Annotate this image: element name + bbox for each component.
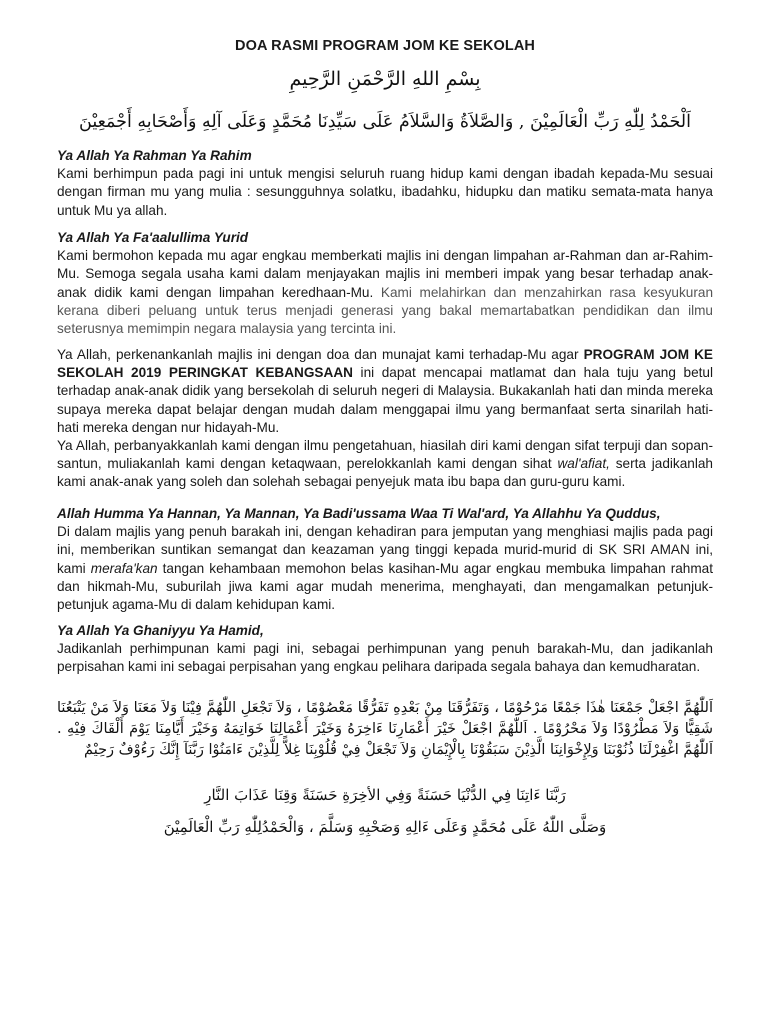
bismillah-text: بِسْمِ اللهِ الرَّحْمَنِ الرَّحِيمِ [289,68,481,90]
hamdalah-text: اَلْحَمْدُ لِلّٰهِ رَبِّ الْعَالَمِيْنَ , وَالصَّلاَةُ وَالسَّلاَمُ عَلَى سَيِّدِنَا مُحَمَّدٍ وَعَلَى آلِهِ وَأَصْحَابِهِ أَجْمَعِيْنَ [79,112,691,132]
section-rahman-rahim [57,147,713,220]
section-ghaniyyu [57,622,713,677]
section-faaalullima [57,229,713,338]
body-pre: Ya Allah, perkenankanlah majlis ini dengan doa dan munajat kami terhadap-Mu agar [57,347,584,362]
section-heading: Ya Allah Ya Fa'aalullima Yurid [57,230,249,245]
body-italic: wal'afiat, [557,456,610,472]
section-heading: Ya Allah Ya Ghaniyyu Ya Hamid, [57,623,264,638]
section-perkenankan [57,346,713,437]
rabbana-text: رَبَّنَا ءَاتِنَا فِي الدُّنْيَا حَسَنَةً وَفِي الأخِرَةِ حَسَنَةً وَقِنَا عَذَابَ النَّارِ [204,786,566,804]
section-body-text: Kami bermohon kepada mu agar engkau memberkati majlis ini dengan limpahan ar-Rahman dan ar-Rahim-Mu. Semoga segala usaha kami dalam menjayakan majlis ini memberi impak yang besar terhadap anak-anak didik kami dengan limpahan keredhaan-Mu. [57,248,713,300]
program-name: PROGRAM JOM KE SEKOLAH 2019 PERINGKAT KEBANGSAAN [57,347,713,381]
body-post: tangan kehambaan memohon belas kasihan-Mu agar engkau membuka limpahan rahmat dan hikmah-Mu, suburilah jiwa kami agar mudah menerima, menghayati, dan mengamalkan petunjuk-petunjuk agama-Mu di dalam kehidupan kami. [57,560,713,613]
section-body [57,346,713,437]
section-body: Kami berhimpun pada pagi ini untuk mengisi seluruh ruang hidup kami dengan ibadah kepada-Mu sesuai dengan firman mu yang mulia : sesungguhnya solatku, ibadahku, hidupku dan matiku semata-mata hanya untuk Mu ya allah. [57,166,713,218]
body-pre: Di dalam majlis yang penuh barakah ini, dengan kehadiran para jemputan yang menghiasi majlis pada pagi ini, memberikan suntikan semangat dan keazaman yang tinggi kepada murid-murid di SK SRI AMAN ini, kami [57,524,713,576]
section-heading: Allah Humma Ya Hannan, Ya Mannan, Ya Badi'ussama Waa Ti Wal'ard, Ya Allahhu Ya Quddus, [57,506,661,521]
section-body-grey: Kami melahirkan dan menzahirkan rasa kesyukuran kerana diberi peluang untuk terus menjadi generasi yang bakal memartabatkan pendidikan dan ilmu seterusnya memimpin negara malaysia yang tercinta ini. [57,284,713,337]
section-body: Jadikanlah perhimpunan kami pagi ini, sebagai perhimpunan yang penuh barakah-Mu, dan jadikanlah perpisahan kami ini sebagai perpisahan yang engkau pelihara daripada segala bahaya dan kemudharatan. [57,641,713,675]
document-title: DOA RASMI PROGRAM JOM KE SEKOLAH [235,38,535,54]
body-italic: merafa'kan [90,560,158,576]
section-body [57,247,713,338]
section-ilmu [57,437,713,492]
body-post: serta jadikanlah kami anak-anak yang soleh dan solehah sebagai penyejuk mata ibu bapa dan guru-guru kami. [57,456,713,490]
body-post: ini dapat mencapai matlamat dan hala tuju yang betul terhadap anak-anak didik yang bersekolah di seluruh negeri di Malaysia. Bukakanlah hati dan minda mereka supaya mereka dapat belajar dengan mudah dalam menggapai ilmu yang bermanfaat serta sinarilah hati-hati mereka dengan nur hidayah-Mu. [57,365,713,435]
arabic-doa: اَللّٰهُمَّ اجْعَلْ جَمْعَنَا هٰذَا جَمْعًا مَرْحُوْمًا ، وَتَفَرُّقَنَا مِنْ بَعْدِهِ تَفَرُّقًا مَعْصُوْمًا ، وَلاَ تَجْعَلِ اللّٰهُمَّ فِيْنَا وَلاَ مَعَنَا وَلاَ مَنْ يَتْبَعُنَا شَقِيًّا وَلاَ مَطْرُوْدًا وَلاَ مَحْرُوْمًا . اَللّٰهُمَّ اجْعَلْ خَيْرَ أَعْمَارِنَا ءَاخِرَهُ وَخَيْرَ أَعْمَالِنَا خَوَاتِمَهُ وَخَيْرَ أَيَّامِنَا يَوْمَ أَلْقَاكَ فِيْهِ . اَللّٰهُمَّ اغْفِرْلَنَا ذُنُوْبَنَا وَلِإِخْوَانِنَا الَّذِيْنَ سَبَقُوْنَا بِالْإِيْمَانِ وَلاَ تَجْعَلْ فِيْ قُلُوْبِنَا غِلاًّ لِلَّذِيْنَ ءَامَنُوْا رَبَّنَآ إِنَّكَ رَءُوْفٌ رَحِيْمٌ [57,700,713,758]
section-heading: Ya Allah Ya Rahman Ya Rahim [57,148,252,163]
body-pre: Ya Allah, perbanyakkanlah kami dengan ilmu pengetahuan, hiasilah diri kami dengan sifat terpuji dan sopan-santun, muliakanlah kami dengan ketaqwaan, perelokkanlah kami dengan sihat [57,438,713,472]
section-body [57,523,713,614]
salawat-text: وَصَلَّى اللّٰهُ عَلَى مُحَمَّدٍ وَعَلَى ءَالِهِ وَصَحْبِهِ وَسَلَّمَ ، وَالْحَمْدُلِلّٰهِ رَبِّ الْعَالَمِيْنَ [163,818,607,836]
section-hannan-mannan [57,505,713,614]
section-body [57,437,713,492]
